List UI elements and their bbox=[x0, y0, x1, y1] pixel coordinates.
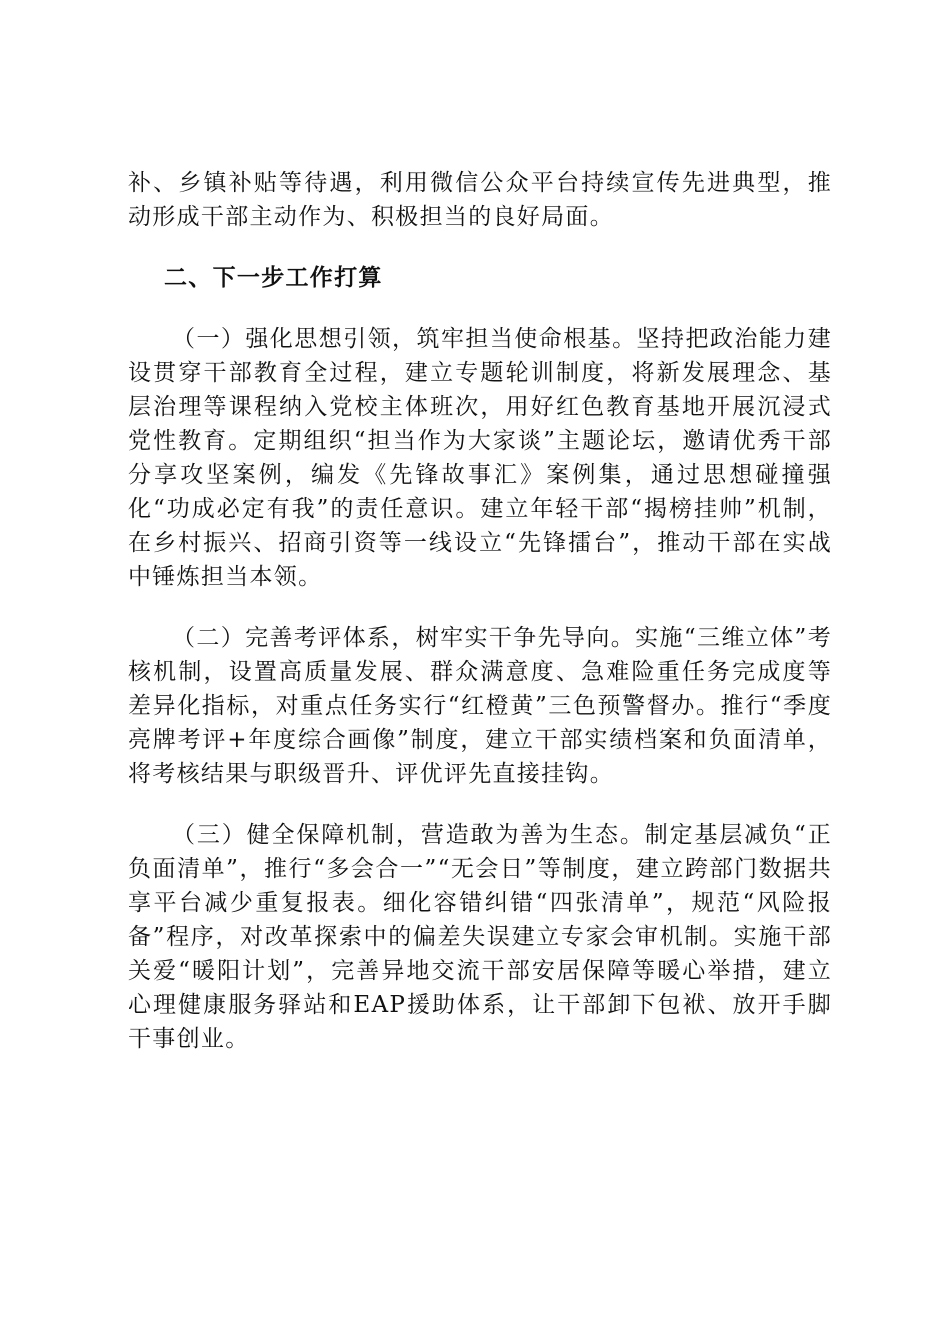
document-body bbox=[128, 166, 832, 1056]
continuation-paragraph: 补、乡镇补贴等待遇，利用微信公众平台持续宣传先进典型，推动形成干部主动作为、积极担当的良好局面。 bbox=[128, 170, 832, 230]
paragraph-support-mechanism: （三）健全保障机制，营造敢为善为生态。制定基层减负“正负面清单”，推行“多会合一”“无会日”等制度，建立跨部门数据共享平台减少重复报表。细化容错纠错“四张清单”，规范“风险报备”程序，对改革探索中的偏差失误建立专家会审机制。实施干部关爱“暖阳计划”，完善异地交流干部安居保障等暖心举措，建立心理健康服务驿站和EAP援助体系，让干部卸下包袱、放开手脚干事创业。 bbox=[128, 822, 832, 1052]
section-heading: 二、下一步工作打算 bbox=[164, 265, 383, 291]
paragraph-evaluation-system: （二）完善考评体系，树牢实干争先导向。实施“三维立体”考核机制，设置高质量发展、群众满意度、急难险重任务完成度等差异化指标，对重点任务实行“红橙黄”三色预警督办。推行“季度亮牌考评+年度综合画像”制度，建立干部实绩档案和负面清单，将考核结果与职级晋升、评优评先直接挂钩。 bbox=[128, 625, 832, 787]
paragraph-strengthen-ideology: （一）强化思想引领，筑牢担当使命根基。坚持把政治能力建设贯穿干部教育全过程，建立专题轮训制度，将新发展理念、基层治理等课程纳入党校主体班次，用好红色教育基地开展沉浸式党性教育。定期组织“担当作为大家谈”主题论坛，邀请优秀干部分享攻坚案例，编发《先锋故事汇》案例集，通过思想碰撞强化“功成必定有我”的责任意识。建立年轻干部“揭榜挂帅”机制，在乡村振兴、招商引资等一线设立“先锋擂台”，推动干部在实战中锤炼担当本领。 bbox=[128, 326, 832, 590]
